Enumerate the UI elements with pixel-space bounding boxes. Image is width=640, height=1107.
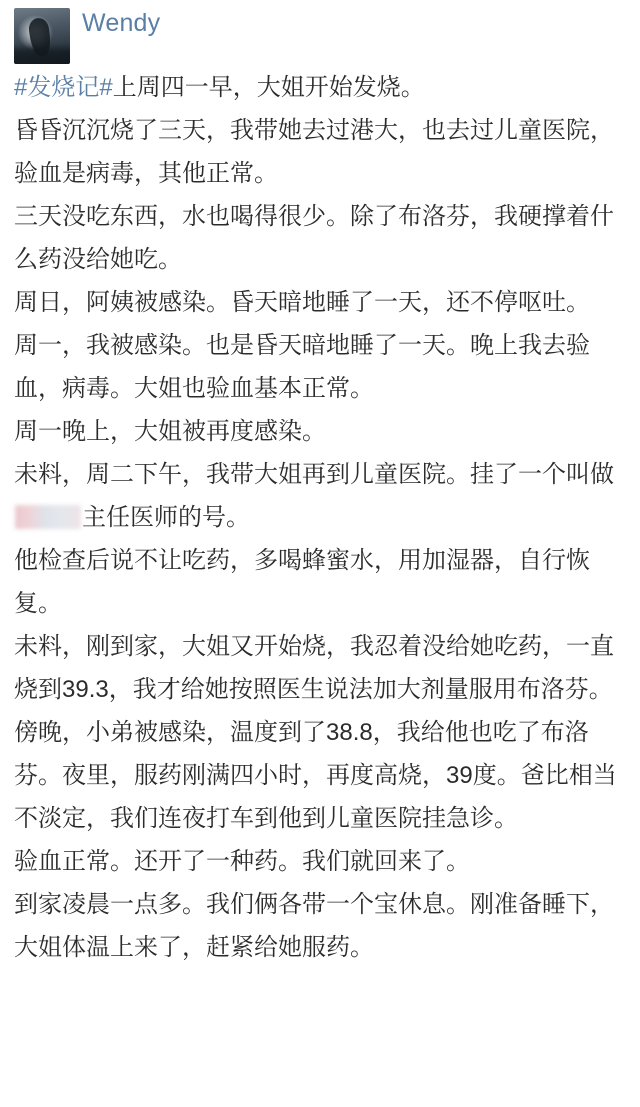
post-line-5: 周一晚上，大姐被再度感染。 [14, 418, 326, 445]
post-line-10: 到家凌晨一点多。我们俩各带一个宝休息。刚准备睡下，大姐体温上来了，赶紧给她服药。 [14, 891, 614, 961]
avatar[interactable] [14, 8, 70, 64]
post-line-1: 昏昏沉沉烧了三天，我带她去过港大，也去过儿童医院，验血是病毒，其他正常。 [14, 117, 614, 187]
post-line-0-text: 上周四一早，大姐开始发烧。 [112, 74, 425, 101]
post-line-8: 傍晚，小弟被感染，温度到了38.8，我给他也吃了布洛芬。夜里，服药刚满四小时，再度高烧，39度。爸比相当不淡定，我们连夜打车到他到儿童医院挂急诊。 [14, 719, 617, 832]
topic-tag-link[interactable]: #发烧记# [14, 74, 113, 101]
post-line-redacted [14, 453, 626, 539]
post-line-7: 未料，刚到家，大姐又开始烧，我忍着没给她吃药，一直烧到39.3，我才给她按照医生说法加大剂量服用布洛芬。 [14, 633, 614, 703]
post-content [14, 66, 626, 969]
redacted-name-mask [15, 505, 81, 529]
redacted-line-before: 未料，周二下午，我带大姐再到儿童医院。挂了一个叫做 [14, 461, 614, 488]
author-name[interactable]: Wendy [82, 9, 161, 37]
author-block [82, 8, 626, 38]
redacted-line-after: 主任医师的号。 [82, 504, 250, 531]
post-line-9: 验血正常。还开了一种药。我们就回来了。 [14, 848, 470, 875]
post-line-3: 周日，阿姨被感染。昏天暗地睡了一天，还不停呕吐。 [14, 289, 590, 316]
post-line-2: 三天没吃东西，水也喝得很少。除了布洛芬，我硬撑着什么药没给她吃。 [14, 203, 614, 273]
post-line-0 [14, 66, 626, 109]
post-line-6: 他检查后说不让吃药，多喝蜂蜜水，用加湿器，自行恢复。 [14, 547, 590, 617]
post-line-4: 周一，我被感染。也是昏天暗地睡了一天。晚上我去验血，病毒。大姐也验血基本正常。 [14, 332, 590, 402]
post-header [14, 8, 626, 64]
